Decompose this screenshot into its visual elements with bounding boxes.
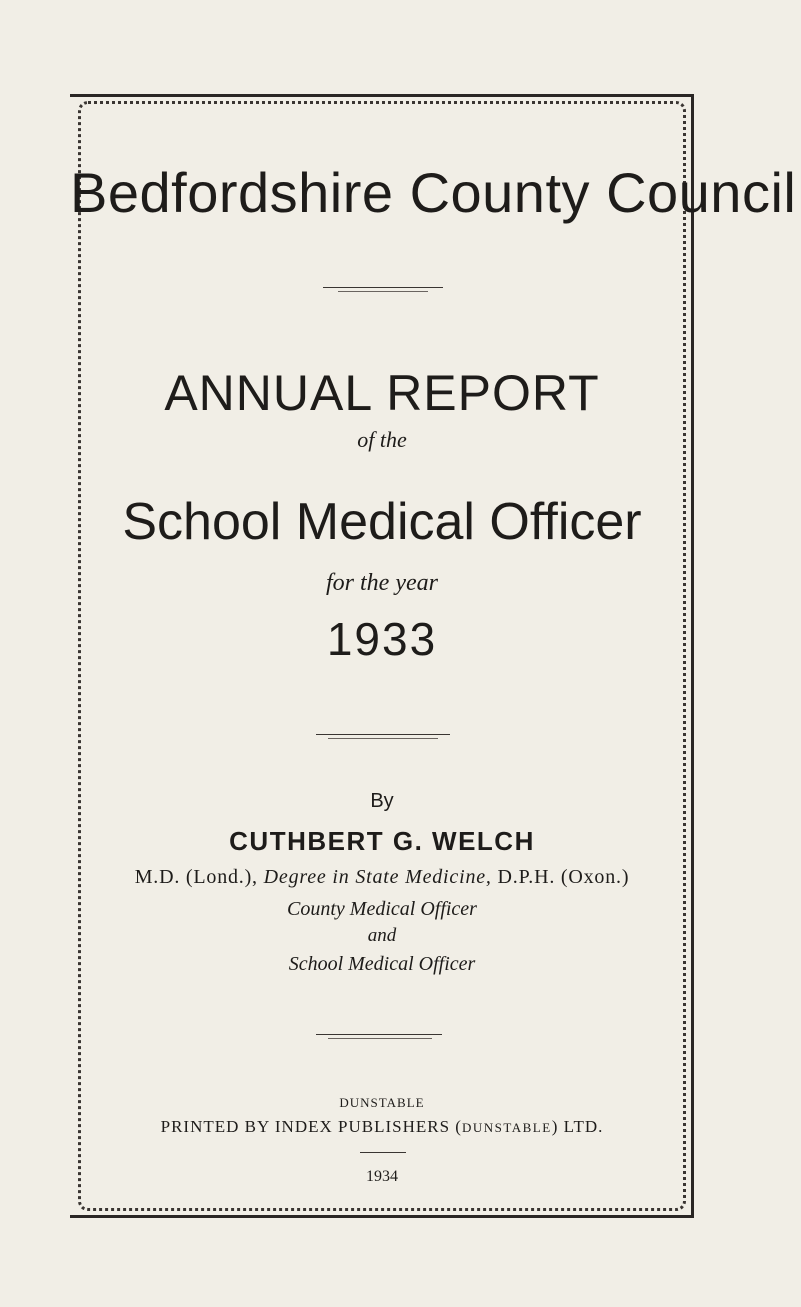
- degree-part-2: Degree in State Medicine,: [263, 866, 492, 888]
- printer-location: DUNSTABLE: [461, 1120, 552, 1135]
- divider-1: [323, 287, 443, 288]
- divider-2: [316, 734, 450, 735]
- degree-part-1: M.D. (Lond.),: [134, 866, 264, 888]
- of-the-text: of the: [357, 427, 407, 452]
- author-degrees: [70, 866, 694, 889]
- report-year: 1933: [326, 613, 438, 665]
- officer-title: School Medical Officer: [122, 493, 642, 551]
- printer-suffix: ) LTD.: [551, 1117, 604, 1136]
- divider-1b: [338, 291, 428, 292]
- divider-3b: [328, 1038, 432, 1039]
- printer-prefix: PRINTED BY INDEX PUBLISHERS (: [160, 1117, 462, 1136]
- divider-3: [316, 1034, 442, 1035]
- report-title: ANNUAL REPORT: [164, 365, 600, 421]
- author-name: CUTHBERT G. WELCH: [229, 826, 535, 856]
- for-the-year-text: for the year: [326, 570, 438, 596]
- by-text: By: [370, 790, 394, 812]
- role-county-medical-officer: County Medical Officer: [287, 898, 477, 920]
- council-title: Bedfordshire County Council: [70, 161, 797, 224]
- role-school-medical-officer: School Medical Officer: [288, 953, 476, 975]
- place-of-printing: DUNSTABLE: [339, 1095, 425, 1110]
- printer-line: [70, 1117, 694, 1137]
- publication-year: 1934: [366, 1168, 398, 1185]
- divider-4: [360, 1152, 406, 1153]
- degree-part-3: D.P.H. (Oxon.): [491, 866, 630, 888]
- divider-2b: [328, 738, 438, 739]
- role-and: and: [367, 925, 397, 946]
